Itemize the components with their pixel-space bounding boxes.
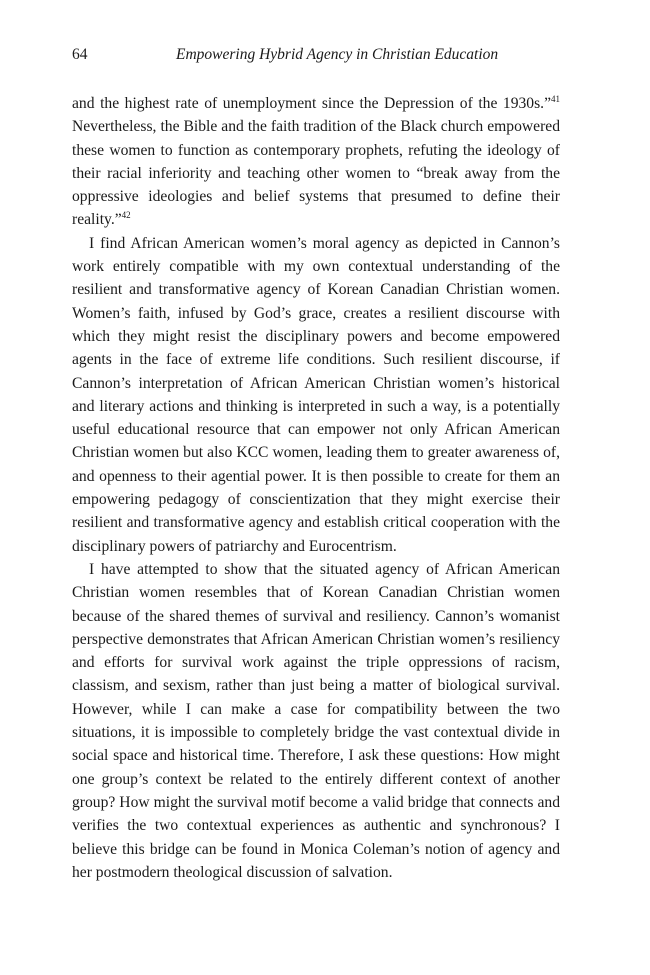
paragraph-2: I find African American women’s moral agency as depicted in Cannon’s work entirely compatible with my own contextual understanding of the resilient and transformative agency of Korean Canadian Christian women. Women’s faith, infused by God’s grace, creates a resilient discourse with which they might resist the disciplinary powers and become empowered agents in the face of extreme life conditions. Such resilient discourse, if Cannon’s interpretation of African American Christian women’s historical and literary actions and thinking is interpreted in such a way, is a potentially useful educational resource that can empower not only African American Christian women but also KCC women, leading them to greater awareness of, and openness to their agential power. It is then possible to create for them an empowering pedagogy of conscientization that they might exercise their resilient and transformative agency and establish critical cooperation with the disciplinary powers of patriarchy and Eurocentrism.	[72, 234, 560, 555]
paragraph-1	[72, 92, 560, 232]
footnote-ref-42: 42	[121, 210, 131, 221]
paragraph-1-text-a: and the highest rate of unemployment since the Depression of the 1930s.”	[72, 95, 551, 112]
body-text	[72, 92, 560, 884]
running-head	[72, 44, 562, 66]
running-title: Empowering Hybrid Agency in Christian Education	[176, 46, 499, 63]
page-number: 64	[72, 46, 88, 63]
paragraph-1-text-b: Nevertheless, the Bible and the faith tradition of the Black church empowered these women to function as contemporary prophets, refuting the ideology of their racial inferiority and teaching other women to “break away from the oppressive ideologies and belief systems that presumed to define their reality.”	[72, 118, 560, 229]
footnote-ref-41: 41	[551, 94, 560, 104]
paragraph-3: I have attempted to show that the situated agency of African American Christian women resembles that of Korean Canadian Christian women because of the shared themes of survival and resiliency. Cannon’s womanist perspective demonstrates that African American Christian women’s resiliency and efforts for survival work against the triple oppressions of racism, classism, and sexism, rather than just being a matter of biological survival. However, while I can make a case for compatibility between the two situations, it is impossible to completely bridge the vast contextual divide in social space and historical time. Therefore, I ask these questions: How might one group’s context be related to the entirely different context of another group? How might the survival motif become a valid bridge that connects and verifies the two contextual experiences as authentic and synchronous? I believe this bridge can be found in Monica Coleman’s notion of agency and her postmodern theological discussion of salvation.	[72, 560, 560, 881]
